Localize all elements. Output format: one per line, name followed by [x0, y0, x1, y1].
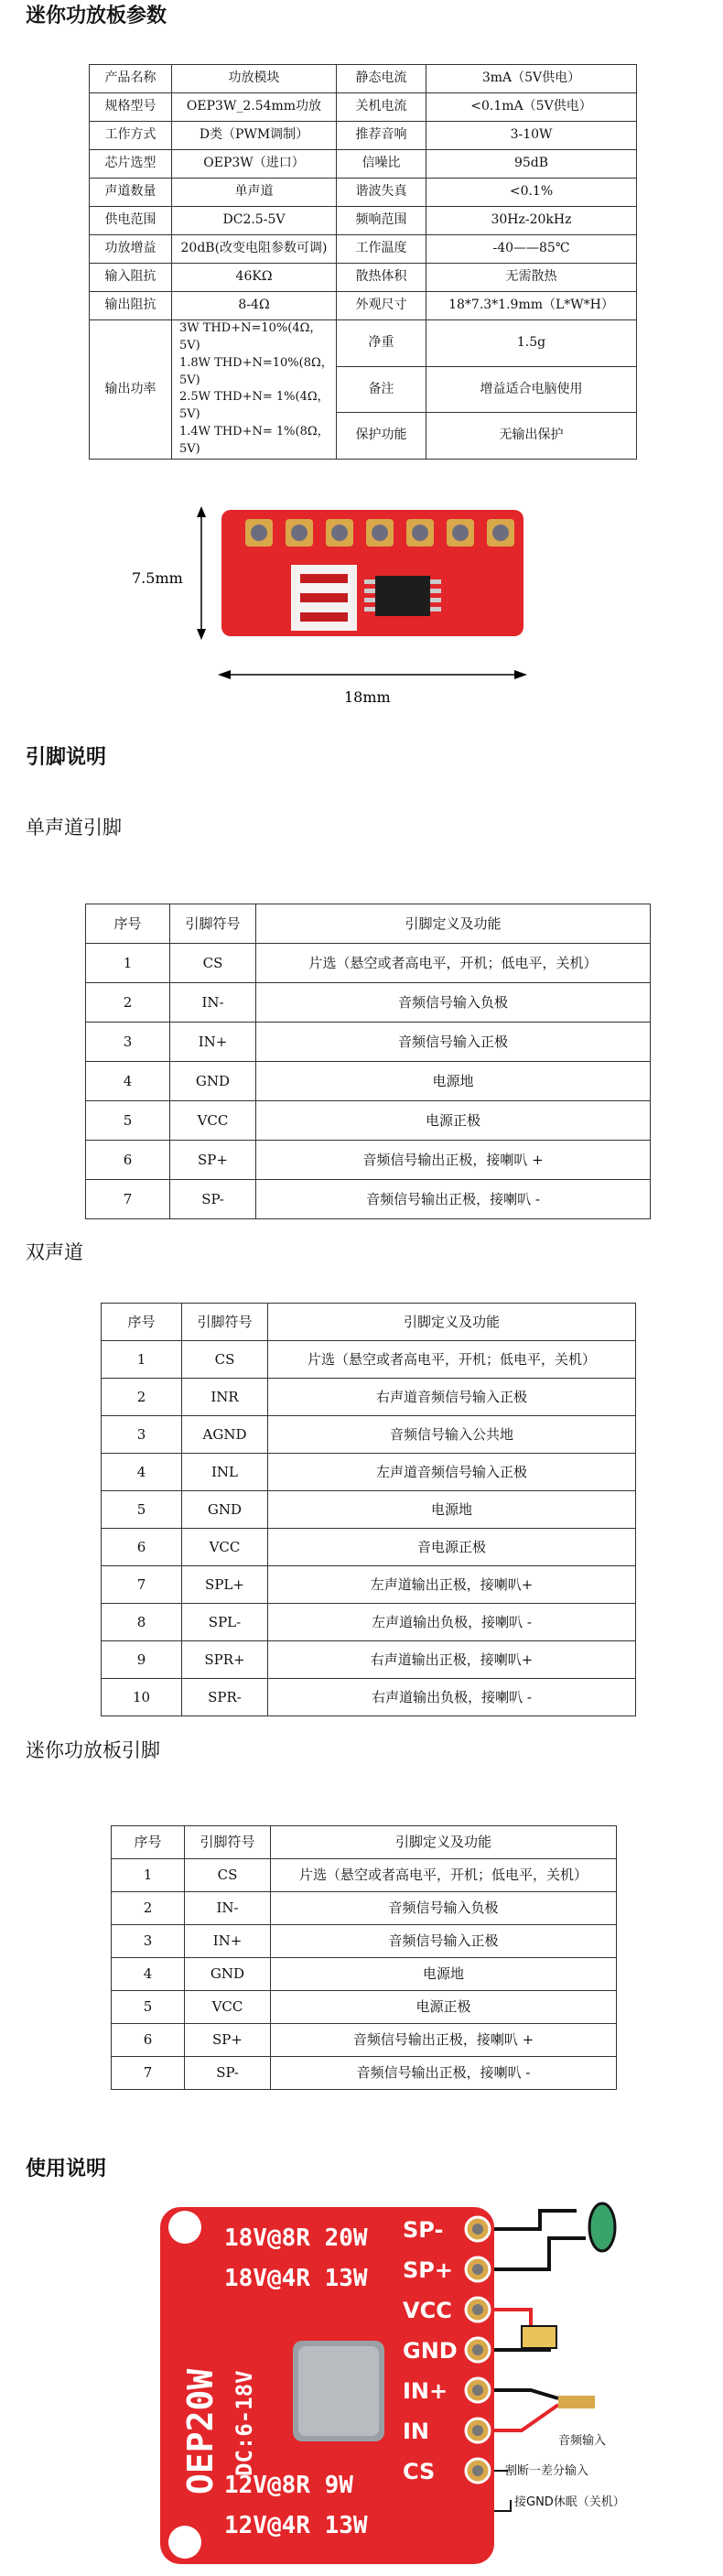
spec-label: 工作方式 — [90, 122, 172, 150]
pin-function: 音频信号输出正极，接喇叭 + — [256, 1141, 651, 1180]
pin-symbol: CS — [182, 1341, 268, 1379]
table-row — [102, 1416, 636, 1454]
photo-line-2: 18V@4R 13W — [224, 2265, 368, 2292]
pin-symbol: VCC — [185, 1991, 271, 2024]
table-row — [102, 1566, 636, 1604]
pin-symbol: CS — [170, 944, 256, 983]
pin-symbol: IN+ — [170, 1023, 256, 1062]
spec-value: 功放模块 — [172, 65, 337, 93]
note-diff-input: 割断一差分输入 — [505, 2464, 589, 2478]
spec-label: 频响范围 — [337, 207, 426, 235]
stereo-pin-table — [101, 1303, 636, 1716]
pin-symbol: SPR- — [182, 1679, 268, 1716]
pin-symbol: AGND — [182, 1416, 268, 1454]
spec-value: 3-10W — [426, 122, 637, 150]
spec-label: 规格型号 — [90, 93, 172, 122]
photo-pin-label: GND — [403, 2338, 458, 2364]
mono-header-cell: 序号 — [86, 904, 170, 944]
table-row — [86, 1180, 651, 1219]
pin-symbol: SPL+ — [182, 1566, 268, 1604]
spec-label: 推荐音响 — [337, 122, 426, 150]
pin-number: 2 — [112, 1892, 185, 1925]
pin-function: 片选（悬空或者高电平，开机；低电平，关机） — [268, 1341, 636, 1379]
mini-pin-table — [111, 1825, 617, 2090]
spec-label: 谐波失真 — [337, 179, 426, 207]
pin-symbol: SP+ — [185, 2024, 271, 2057]
spec-label: 芯片选型 — [90, 150, 172, 179]
usage-photo — [156, 2202, 641, 2568]
spec-label: 声道数量 — [90, 179, 172, 207]
spec-row — [90, 235, 637, 264]
mono-header-row — [86, 904, 651, 944]
pin-symbol: INL — [182, 1454, 268, 1491]
pin-function: 电源正极 — [271, 1991, 617, 2024]
mini-header-cell: 引脚定义及功能 — [271, 1826, 617, 1859]
photo-pin-label: CS — [403, 2459, 436, 2484]
spec-value: 单声道 — [172, 179, 337, 207]
pin-function: 片选（悬空或者高电平，开机；低电平，关机） — [271, 1859, 617, 1892]
pin-function: 电源正极 — [256, 1101, 651, 1141]
pin-number: 4 — [102, 1454, 182, 1491]
pin-function: 音频信号输出正极，接喇叭 + — [271, 2024, 617, 2057]
pin-symbol: SP- — [170, 1180, 256, 1219]
pin-function: 音频信号输入公共地 — [268, 1416, 636, 1454]
mini-header-row — [112, 1826, 617, 1859]
pin-symbol: IN- — [170, 983, 256, 1023]
table-row — [102, 1454, 636, 1491]
pin-symbol: VCC — [170, 1101, 256, 1141]
table-row — [86, 983, 651, 1023]
battery-icon — [522, 2326, 556, 2348]
stereo-header-cell: 引脚符号 — [182, 1304, 268, 1341]
mono-header-cell: 引脚定义及功能 — [256, 904, 651, 944]
board-height-label: 7.5mm — [132, 569, 183, 587]
table-row — [112, 2024, 617, 2057]
photo-pin-label: SP- — [403, 2217, 444, 2243]
spec-value: DC2.5-5V — [172, 207, 337, 235]
spec-section-title: 迷你功放板参数 — [26, 5, 167, 27]
spec-value: 8-4Ω — [172, 292, 337, 320]
spec-label: 外观尺寸 — [337, 292, 426, 320]
note-gnd-sleep: 接GND休眠（关机） — [514, 2495, 625, 2509]
photo-line-3: 12V@8R 9W — [224, 2472, 353, 2499]
pin-function: 音频信号输入负极 — [271, 1892, 617, 1925]
pin-number: 7 — [112, 2057, 185, 2090]
pin-number: 4 — [86, 1062, 170, 1101]
pin-function: 音频信号输入正极 — [256, 1023, 651, 1062]
pin-symbol: IN+ — [185, 1925, 271, 1958]
pin-number: 7 — [102, 1566, 182, 1604]
photo-dc: DC:6-18V — [232, 2370, 257, 2476]
pin-function: 电源地 — [268, 1491, 636, 1529]
pin-number: 1 — [112, 1859, 185, 1892]
table-row — [102, 1379, 636, 1416]
photo-brand: OEP20W — [180, 2368, 221, 2495]
spec-label: 保护功能 — [337, 413, 426, 460]
spec-value: D类（PWM调制） — [172, 122, 337, 150]
pin-symbol: SP+ — [170, 1141, 256, 1180]
pin-number: 9 — [102, 1641, 182, 1679]
spec-label: 输出功率 — [90, 320, 172, 460]
pin-number: 5 — [86, 1101, 170, 1141]
table-row — [86, 1023, 651, 1062]
pin-number: 5 — [102, 1491, 182, 1529]
mini-title: 迷你功放板引脚 — [26, 1739, 160, 1761]
photo-pin-label: VCC — [403, 2298, 452, 2323]
photo-pin-label: SP+ — [403, 2257, 453, 2283]
spec-value: 46KΩ — [172, 264, 337, 292]
audio-jack-icon — [558, 2396, 595, 2408]
spec-value: 18*7.3*1.9mm（L*W*H） — [426, 292, 637, 320]
pin-function: 音电源正极 — [268, 1529, 636, 1566]
spec-label: 静态电流 — [337, 65, 426, 93]
pin-number: 8 — [102, 1604, 182, 1641]
pin-number: 5 — [112, 1991, 185, 2024]
pin-function: 左声道输出负极，接喇叭 - — [268, 1604, 636, 1641]
stereo-header-row — [102, 1304, 636, 1341]
pin-function: 右声道输出正极，接喇叭+ — [268, 1641, 636, 1679]
spec-row — [90, 179, 637, 207]
table-row — [112, 1892, 617, 1925]
spec-label: 输入阻抗 — [90, 264, 172, 292]
board-chip — [375, 576, 430, 616]
photo-pin-label: IN — [403, 2419, 430, 2444]
table-row — [112, 1859, 617, 1892]
table-row — [102, 1491, 636, 1529]
table-row — [112, 2057, 617, 2090]
pin-function: 音频信号输出正极，接喇叭 - — [256, 1180, 651, 1219]
spec-row — [90, 207, 637, 235]
mini-header-cell: 序号 — [112, 1826, 185, 1859]
stereo-title: 双声道 — [26, 1241, 83, 1263]
pin-function: 片选（悬空或者高电平，开机；低电平，关机） — [256, 944, 651, 983]
usage-section-title: 使用说明 — [26, 2158, 107, 2181]
spec-value: -40——85℃ — [426, 235, 637, 264]
photo-line-1: 18V@8R 20W — [224, 2224, 368, 2252]
spec-power-line: 1.4W THD+N= 1%(8Ω，5V) — [179, 425, 329, 456]
pin-symbol: SP- — [185, 2057, 271, 2090]
pin-number: 6 — [112, 2024, 185, 2057]
table-row — [86, 1062, 651, 1101]
pin-symbol: INR — [182, 1379, 268, 1416]
board-diagram — [128, 499, 567, 709]
table-row — [102, 1679, 636, 1716]
pin-function: 左声道输出正极，接喇叭+ — [268, 1566, 636, 1604]
spec-power-line: 2.5W THD+N= 1%(4Ω，5V) — [179, 390, 329, 422]
spec-row — [90, 122, 637, 150]
speaker-icon — [589, 2203, 615, 2251]
mono-title: 单声道引脚 — [26, 817, 122, 839]
pin-function: 音频信号输入正极 — [271, 1925, 617, 1958]
pin-symbol: GND — [185, 1958, 271, 1991]
spec-value: 95dB — [426, 150, 637, 179]
table-row — [86, 1141, 651, 1180]
pin-number: 3 — [102, 1416, 182, 1454]
table-row — [102, 1641, 636, 1679]
mono-header-cell: 引脚符号 — [170, 904, 256, 944]
spec-row — [90, 93, 637, 122]
pin-symbol: CS — [185, 1859, 271, 1892]
table-row — [102, 1341, 636, 1379]
pin-number: 1 — [86, 944, 170, 983]
spec-value: 1.5g — [426, 320, 637, 367]
pin-number: 4 — [112, 1958, 185, 1991]
pins-section-title: 引脚说明 — [26, 746, 107, 769]
spec-power-line: 3W THD+N=10%(4Ω，5V) — [179, 321, 322, 352]
table-row — [102, 1604, 636, 1641]
pin-symbol: SPR+ — [182, 1641, 268, 1679]
spec-label: 输出阻抗 — [90, 292, 172, 320]
spec-value: 20dB(改变电阻参数可调) — [172, 235, 337, 264]
spec-table — [89, 64, 637, 460]
pin-function: 右声道输出负极，接喇叭 - — [268, 1679, 636, 1716]
board-width-label: 18mm — [344, 688, 391, 706]
spec-value: 3mA（5V供电） — [426, 65, 637, 93]
spec-label: 备注 — [337, 366, 426, 413]
spec-value: 30Hz-20kHz — [426, 207, 637, 235]
pin-number: 2 — [86, 983, 170, 1023]
spec-row — [90, 320, 637, 367]
table-row — [112, 1991, 617, 2024]
pin-function: 电源地 — [256, 1062, 651, 1101]
table-row — [112, 1925, 617, 1958]
pin-function: 电源地 — [271, 1958, 617, 1991]
mono-pin-table — [85, 904, 651, 1219]
pin-function: 音频信号输出正极，接喇叭 - — [271, 2057, 617, 2090]
pin-symbol: VCC — [182, 1529, 268, 1566]
table-row — [86, 944, 651, 983]
spec-row — [90, 292, 637, 320]
table-row — [112, 1958, 617, 1991]
spec-value: <0.1% — [426, 179, 637, 207]
spec-value: <0.1mA（5V供电） — [426, 93, 637, 122]
spec-row — [90, 150, 637, 179]
spec-value: 增益适合电脑使用 — [426, 366, 637, 413]
note-audio-input: 音频输入 — [558, 2434, 607, 2448]
spec-output-power — [172, 320, 337, 460]
spec-label: 供电范围 — [90, 207, 172, 235]
mini-header-cell: 引脚符号 — [185, 1826, 271, 1859]
pin-number: 3 — [112, 1925, 185, 1958]
pin-symbol: IN- — [185, 1892, 271, 1925]
spec-label: 信噪比 — [337, 150, 426, 179]
spec-value: 无需散热 — [426, 264, 637, 292]
pin-function: 左声道音频信号输入正极 — [268, 1454, 636, 1491]
pin-function: 右声道音频信号输入正极 — [268, 1379, 636, 1416]
pin-number: 10 — [102, 1679, 182, 1716]
stereo-header-cell: 序号 — [102, 1304, 182, 1341]
pin-symbol: SPL- — [182, 1604, 268, 1641]
spec-power-line: 1.8W THD+N=10%(8Ω，5V) — [179, 355, 333, 387]
pin-number: 6 — [86, 1141, 170, 1180]
photo-line-4: 12V@4R 13W — [224, 2512, 368, 2539]
spec-value: OEP3W（进口） — [172, 150, 337, 179]
pin-number: 2 — [102, 1379, 182, 1416]
spec-value: 无输出保护 — [426, 413, 637, 460]
pin-function: 音频信号输入负极 — [256, 983, 651, 1023]
spec-row — [90, 65, 637, 93]
spec-label: 功放增益 — [90, 235, 172, 264]
table-row — [102, 1529, 636, 1566]
spec-row — [90, 264, 637, 292]
pin-number: 6 — [102, 1529, 182, 1566]
table-row — [86, 1101, 651, 1141]
stereo-header-cell: 引脚定义及功能 — [268, 1304, 636, 1341]
spec-label: 关机电流 — [337, 93, 426, 122]
pin-symbol: GND — [170, 1062, 256, 1101]
photo-pin-label: IN+ — [403, 2378, 448, 2404]
spec-label: 产品名称 — [90, 65, 172, 93]
spec-label: 散热体积 — [337, 264, 426, 292]
spec-value: OEP3W_2.54mm功放 — [172, 93, 337, 122]
spec-label: 净重 — [337, 320, 426, 367]
pin-number: 3 — [86, 1023, 170, 1062]
pin-number: 1 — [102, 1341, 182, 1379]
pin-symbol: GND — [182, 1491, 268, 1529]
pin-number: 7 — [86, 1180, 170, 1219]
spec-label: 工作温度 — [337, 235, 426, 264]
